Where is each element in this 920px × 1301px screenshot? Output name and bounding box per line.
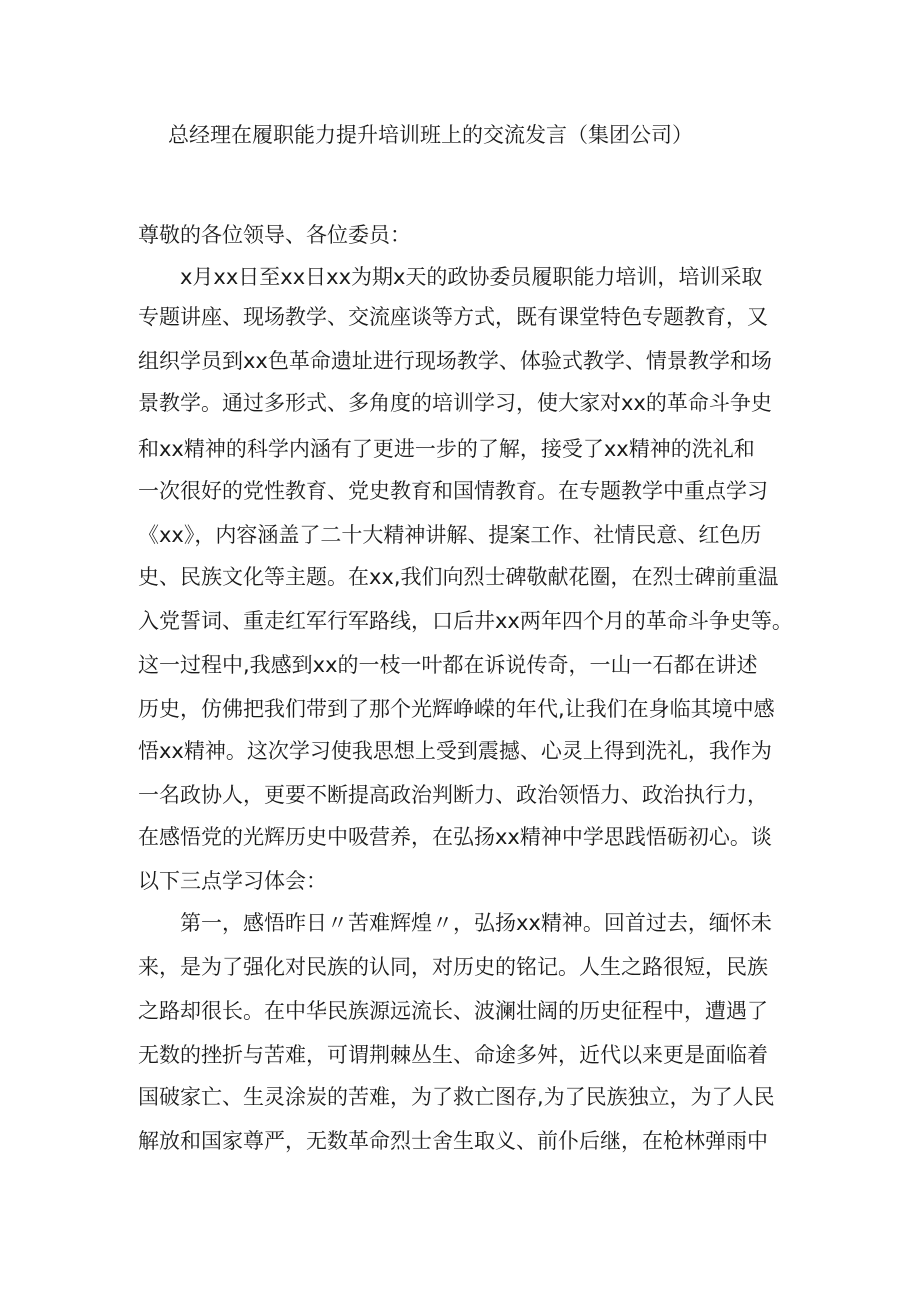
text-line: 之路却很长。在中华民族源远流长、波澜壮阔的历史征程中，遭遇了 (138, 999, 768, 1023)
text-line: 尊敬的各位领导、各位委员： (138, 223, 411, 247)
text-line: 史、民族文化等主题。在xx,我们向烈士碑敬献花圈，在烈士碑前重温 (138, 565, 779, 589)
text-line: 这一过程中,我感到xx的一枝一叶都在诉说传奇，一山一石都在讲述 (138, 653, 758, 677)
text-line: 《xx》，内容涵盖了二十大精神讲解、提案工作、社情民意、红色历 (138, 523, 762, 547)
text-line: 景教学。通过多形式、多角度的培训学习，使大家对xx的革命斗争史 (138, 391, 772, 415)
text-line: 一次很好的党性教育、党史教育和国情教育。在专题教学中重点学习 (138, 479, 768, 503)
text-line: 第一，感悟昨日〃苦难辉煌〃，弘扬xx精神。回首过去，缅怀未 (138, 911, 772, 935)
text-line: 以下三点学习体会： (138, 869, 327, 893)
text-line: 一名政协人，更要不断提高政治判断力、政治领悟力、政治执行力， (138, 783, 768, 807)
text-line: 和xx精神的科学内涵有了更进一步的了解，接受了xx精神的洗礼和 (138, 437, 755, 461)
text-line: 国破家亡、生灵涂炭的苦难，为了救亡图存,为了民族独立，为了人民 (138, 1085, 775, 1109)
text-line: 解放和国家尊严，无数革命烈士舍生取义、前仆后继，在枪林弹雨中 (138, 1129, 768, 1153)
text-line: 入党誓词、重走红军行军路线，口后井xx两年四个月的革命斗争史等。 (138, 609, 793, 633)
text-line: x月xx日至xx日xx为期x天的政协委员履职能力培训，培训采取 (138, 265, 763, 289)
text-line: 组织学员到xx色革命遗址进行现场教学、体验式教学、情景教学和场 (138, 349, 772, 373)
text-line: 在感悟党的光辉历史中吸营养，在弘扬xx精神中学思践悟砺初心。谈 (138, 825, 772, 849)
text-line: 历史，仿佛把我们带到了那个光辉峥嵘的年代,让我们在身临其境中感 (138, 697, 775, 721)
text-line: 悟xx精神。这次学习使我思想上受到震撼、心灵上得到洗礼，我作为 (138, 739, 772, 763)
text-line: 来，是为了强化对民族的认同，对历史的铭记。人生之路很短，民族 (138, 955, 768, 979)
text-line: 专题讲座、现场教学、交流座谈等方式，既有课堂特色专题教育，又 (138, 305, 768, 329)
text-line: 无数的挫折与苦难，可谓荆棘丛生、命途多舛，近代以来更是面临着 (138, 1043, 768, 1067)
document-title: 总经理在履职能力提升培训班上的交流发言（集团公司） (168, 123, 693, 147)
